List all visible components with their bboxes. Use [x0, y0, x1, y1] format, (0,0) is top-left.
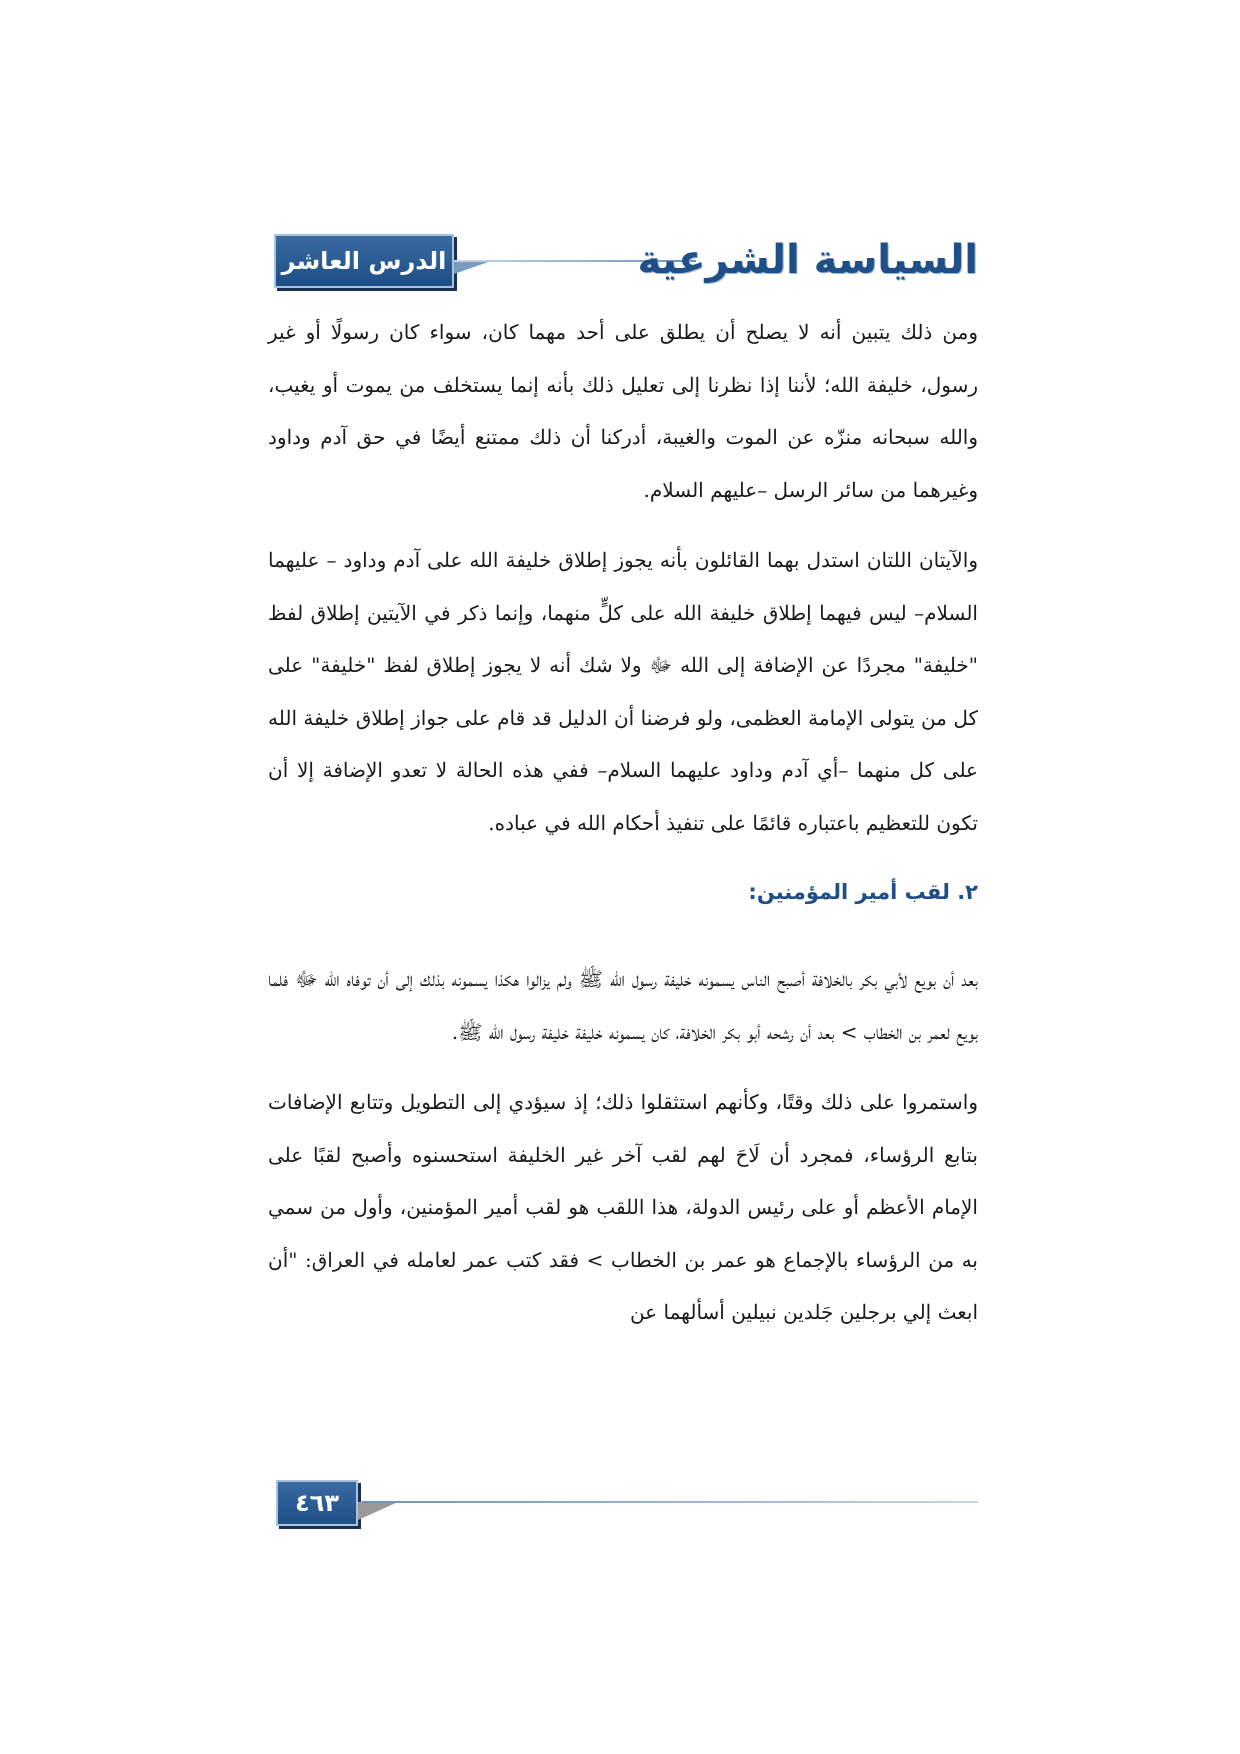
page-header [274, 232, 978, 290]
page-body [268, 306, 978, 1357]
section-heading: ٢. لقب أمير المؤمنين: [748, 880, 978, 904]
paragraph-4: واستمروا على ذلك وقتًا، وكأنهم استثقلوا ذلك؛ إذ سيؤدي إلى التطويل وتتابع الإضافات بتابع الرؤساء، فمجرد أن لَاحَ لهم لقب آخر غير الخليفة استحسنوه وأصبح لقبًا على الإمام الأعظم أو على رئيس الدولة، هذا اللقب هو لقب أمير المؤمنين، وأول من سمي به من الرؤساء بالإجماع هو عمر بن الخطاب > فقد كتب عمر لعامله في العراق: "أن ابعث إلي برجلين جَلدين نبيلين أسألهما عن [268, 1090, 978, 1324]
book-title: السياسة الشرعية [637, 237, 978, 283]
paragraph-1: ومن ذلك يتبين أنه لا يصلح أن يطلق على أحد مهما كان، سواء كان رسولًا أو غير رسول، خليفة الله؛ لأننا إذا نظرنا إلى تعليل ذلك بأنه إنما يستخلف من يموت أو يغيب، والله سبحانه منزّه عن الموت والغيبة، أدركنا أن ذلك ممتنع أيضًا في حق آدم وداود وغيرهما من سائر الرسل –عليهم السلام. [268, 320, 978, 502]
paragraph-2: والآيتان اللتان استدل بهما القائلون بأنه يجوز إطلاق خليفة الله على آدم وداود – عليهما السلام– ليس فيهما إطلاق خليفة الله على كلٍّ منهما، وإنما ذكر في الآيتين إطلاق لفظ "خليفة" مجردًا عن الإضافة إلى الله ﷻ ولا شك أنه لا يجوز إطلاق لفظ "خليفة" على كل من يتولى الإمامة العظمى، ولو فرضنا أن الدليل قد قام على جواز إطلاق خليفة الله على كل منهما –أي آدم وداود عليهما السلام– ففي هذه الحالة لا تعدو الإضافة إلا أن تكون للتعظيم باعتباره قائمًا على تنفيذ أحكام الله في عباده. [268, 548, 978, 835]
page-footer [276, 1480, 978, 1530]
footer-tail [358, 1502, 398, 1520]
page-number: ٤٦٣ [295, 1489, 339, 1517]
footer-rule [362, 1501, 978, 1503]
lesson-box-tail [454, 260, 494, 274]
page-number-box [276, 1480, 358, 1526]
lesson-label: الدرس العاشر [281, 247, 447, 275]
paragraph-3: بعد أن بويع لأبي بكر بالخلافة أصبح الناس يسمونه خليفة رسول الله ﷺ ولم يزالوا هكذا يسمونه بذلك إلى أن توفاه الله ﷻ فلما بويع لعمر بن الخطاب > بعد أن رشحه أبو بكر الخلافة، كان يسمونه خليفة خليفة رسول الله ﷺ. [268, 967, 978, 1044]
lesson-label-box [274, 234, 454, 288]
